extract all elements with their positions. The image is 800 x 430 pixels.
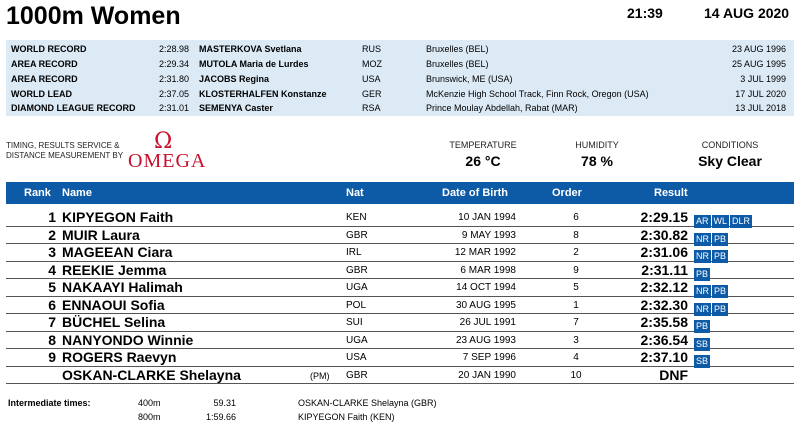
record-row xyxy=(6,72,794,87)
athlete-name: ROGERS Raevyn xyxy=(62,349,177,365)
order-cell: 1 xyxy=(573,299,579,311)
record-performance: 2:37.05 xyxy=(158,89,189,99)
record-date: 23 AUG 1996 xyxy=(731,44,786,54)
record-date: 13 JUL 2018 xyxy=(735,103,786,113)
result-mark: DNF xyxy=(659,366,688,383)
result-mark: 2:29.15 xyxy=(640,209,688,225)
athlete-name: REEKIE Jemma xyxy=(62,261,167,278)
results-table-header xyxy=(6,182,794,204)
rank-cell: 6 xyxy=(48,296,56,313)
table-row xyxy=(6,262,794,280)
record-holder: KLOSTERHALFEN Konstanze xyxy=(199,89,327,99)
nat-cell: USA xyxy=(346,352,367,363)
rank-cell: 7 xyxy=(48,314,56,330)
table-row xyxy=(6,314,794,332)
table-row xyxy=(6,279,794,297)
record-performance: 2:31.01 xyxy=(158,103,189,113)
record-venue: Bruxelles (BEL) xyxy=(426,44,489,54)
nat-cell: GBR xyxy=(346,264,368,276)
intermediate-label: Intermediate times: xyxy=(8,398,91,408)
clock-time: 21:39 xyxy=(627,5,663,21)
order-cell: 7 xyxy=(573,317,579,328)
record-venue: Bruxelles (BEL) xyxy=(426,59,489,69)
record-badge: PB xyxy=(696,321,709,331)
split-distance: 800m xyxy=(138,412,161,422)
record-row xyxy=(6,87,794,102)
record-performance: 2:29.34 xyxy=(158,59,189,69)
table-row xyxy=(6,227,794,245)
record-badge: NR xyxy=(696,233,709,244)
dob-cell: 20 JAN 1990 xyxy=(458,369,516,381)
record-venue: McKenzie High School Track, Finn Rock, Oregon (USA) xyxy=(426,89,649,99)
athlete-name: MUIR Laura xyxy=(62,226,140,243)
record-badge: NR xyxy=(696,251,709,261)
dob-cell: 9 MAY 1993 xyxy=(461,229,516,241)
table-row xyxy=(6,244,794,262)
split-leader: KIPYEGON Faith (KEN) xyxy=(298,412,395,422)
record-badge: PB xyxy=(714,251,727,261)
table-row xyxy=(6,349,794,367)
nat-cell: GBR xyxy=(346,369,368,381)
record-row xyxy=(6,101,794,116)
record-type: WORLD RECORD xyxy=(11,44,87,54)
header-result: Result xyxy=(654,187,688,199)
record-holder: JACOBS Regina xyxy=(199,74,270,84)
record-performance: 2:31.80 xyxy=(158,74,189,84)
rank-cell: 5 xyxy=(48,279,56,295)
split-distance: 400m xyxy=(138,398,161,408)
dob-cell: 12 MAR 1992 xyxy=(454,247,516,258)
order-cell: 10 xyxy=(570,369,582,381)
dob-cell: 14 OCT 1994 xyxy=(456,282,516,293)
record-holder: MASTERKOVA Svetlana xyxy=(199,44,302,54)
record-badges xyxy=(694,351,711,365)
order-cell: 6 xyxy=(573,212,579,223)
humidity-label: HUMIDITY xyxy=(575,140,619,150)
record-badge: SB xyxy=(696,356,709,366)
record-row xyxy=(6,57,794,72)
record-badges xyxy=(694,281,729,295)
omega-symbol-icon: Ω xyxy=(154,129,173,154)
nat-cell: SUI xyxy=(346,317,363,328)
record-type: DIAMOND LEAGUE RECORD xyxy=(11,103,136,113)
record-venue: Brunswick, ME (USA) xyxy=(426,74,513,84)
order-cell: 9 xyxy=(573,264,579,276)
athlete-name: ENNAOUI Sofia xyxy=(62,296,165,313)
temperature-value: 26 °C xyxy=(465,153,501,169)
dob-cell: 23 AUG 1993 xyxy=(455,334,516,346)
nat-cell: UGA xyxy=(346,282,368,293)
record-badge: AR xyxy=(696,216,709,226)
athlete-name: MAGEEAN Ciara xyxy=(62,244,173,260)
record-badges xyxy=(694,264,711,278)
result-mark: 2:30.82 xyxy=(640,226,688,243)
record-badge: PB xyxy=(714,303,727,314)
rank-cell: 3 xyxy=(48,244,56,260)
temperature-label: TEMPERATURE xyxy=(449,140,517,150)
rank-cell: 8 xyxy=(48,331,56,348)
record-badges xyxy=(694,211,753,225)
split-time: 1:59.66 xyxy=(205,412,236,422)
nat-cell: IRL xyxy=(346,247,362,258)
page-title: 1000m Women xyxy=(6,2,181,30)
header-order: Order xyxy=(552,187,582,199)
dob-cell: 30 AUG 1995 xyxy=(455,299,516,311)
rank-cell: 2 xyxy=(48,226,56,243)
record-badges xyxy=(694,246,729,260)
athlete-name: KIPYEGON Faith xyxy=(62,209,174,225)
result-mark: 2:31.06 xyxy=(640,244,688,260)
humidity-value: 78 % xyxy=(581,153,613,169)
record-badge: PB xyxy=(714,233,727,244)
record-holder: MUTOLA Maria de Lurdes xyxy=(199,59,309,69)
nat-cell: GBR xyxy=(346,229,368,241)
table-row xyxy=(6,367,794,385)
athlete-name: NANYONDO Winnie xyxy=(62,331,194,348)
header-name: Name xyxy=(62,187,92,199)
record-holder: SEMENYA Caster xyxy=(199,103,273,113)
result-mark: 2:32.30 xyxy=(640,296,688,313)
table-row xyxy=(6,297,794,315)
record-badge: WL xyxy=(713,216,728,226)
conditions-value: Sky Clear xyxy=(698,153,762,169)
dob-cell: 6 MAR 1998 xyxy=(460,264,516,276)
timing-credit: TIMING, RESULTS SERVICE & DISTANCE MEASUREMENT BY xyxy=(6,141,124,160)
table-row xyxy=(6,332,794,350)
order-cell: 8 xyxy=(573,229,579,241)
split-time: 59.31 xyxy=(213,398,236,408)
record-nat: USA xyxy=(362,74,381,84)
record-row xyxy=(6,42,794,57)
result-mark: 2:37.10 xyxy=(640,349,688,365)
nat-cell: POL xyxy=(346,299,367,311)
record-badge: DLR xyxy=(732,216,751,226)
athlete-name: OSKAN-CLARKE Shelayna xyxy=(62,366,241,383)
pacemaker-flag: (PM) xyxy=(310,370,330,381)
table-row xyxy=(6,209,794,227)
record-venue: Prince Moulay Abdellah, Rabat (MAR) xyxy=(426,103,578,113)
athlete-name: NAKAAYI Halimah xyxy=(62,279,183,295)
records-panel xyxy=(6,40,794,116)
record-date: 3 JUL 1999 xyxy=(740,74,786,84)
record-badge: PB xyxy=(696,268,709,279)
omega-wordmark: OMEGA xyxy=(128,150,207,172)
order-cell: 3 xyxy=(573,334,579,346)
header-dob: Date of Birth xyxy=(442,187,508,199)
nat-cell: UGA xyxy=(346,334,368,346)
header-rank: Rank xyxy=(24,187,51,199)
record-badges xyxy=(694,316,711,330)
header-nat: Nat xyxy=(346,187,364,199)
nat-cell: KEN xyxy=(346,212,367,223)
omega-logo xyxy=(128,131,208,171)
athlete-name: BÜCHEL Selina xyxy=(62,314,166,330)
record-date: 17 JUL 2020 xyxy=(735,89,786,99)
record-badges xyxy=(694,334,711,348)
result-mark: 2:35.58 xyxy=(640,314,688,330)
record-nat: GER xyxy=(362,89,382,99)
record-nat: RUS xyxy=(362,44,382,54)
rank-cell: 9 xyxy=(48,349,56,365)
record-badge: SB xyxy=(696,338,709,349)
result-mark: 2:36.54 xyxy=(640,331,688,348)
dob-cell: 7 SEP 1996 xyxy=(462,352,516,363)
record-badge: PB xyxy=(714,286,727,296)
order-cell: 4 xyxy=(573,352,579,363)
conditions-label: CONDITIONS xyxy=(701,140,759,150)
record-badge: NR xyxy=(696,303,709,314)
dob-cell: 26 JUL 1991 xyxy=(459,317,516,328)
result-mark: 2:31.11 xyxy=(641,261,688,278)
record-badges xyxy=(694,299,729,313)
record-badge: NR xyxy=(696,286,709,296)
rank-cell: 4 xyxy=(48,261,56,278)
record-nat: MOZ xyxy=(362,59,382,69)
record-performance: 2:28.98 xyxy=(158,44,189,54)
record-type: AREA RECORD xyxy=(11,59,78,69)
record-badges xyxy=(694,229,729,243)
rank-cell: 1 xyxy=(48,209,56,225)
order-cell: 5 xyxy=(573,282,579,293)
record-type: AREA RECORD xyxy=(11,74,78,84)
order-cell: 2 xyxy=(573,247,579,258)
record-nat: RSA xyxy=(362,103,381,113)
dob-cell: 10 JAN 1994 xyxy=(458,212,516,223)
record-date: 25 AUG 1995 xyxy=(731,59,786,69)
event-date: 14 AUG 2020 xyxy=(704,5,790,21)
record-type: WORLD LEAD xyxy=(11,89,72,99)
split-leader: OSKAN-CLARKE Shelayna (GBR) xyxy=(298,398,437,408)
result-mark: 2:32.12 xyxy=(640,279,688,295)
